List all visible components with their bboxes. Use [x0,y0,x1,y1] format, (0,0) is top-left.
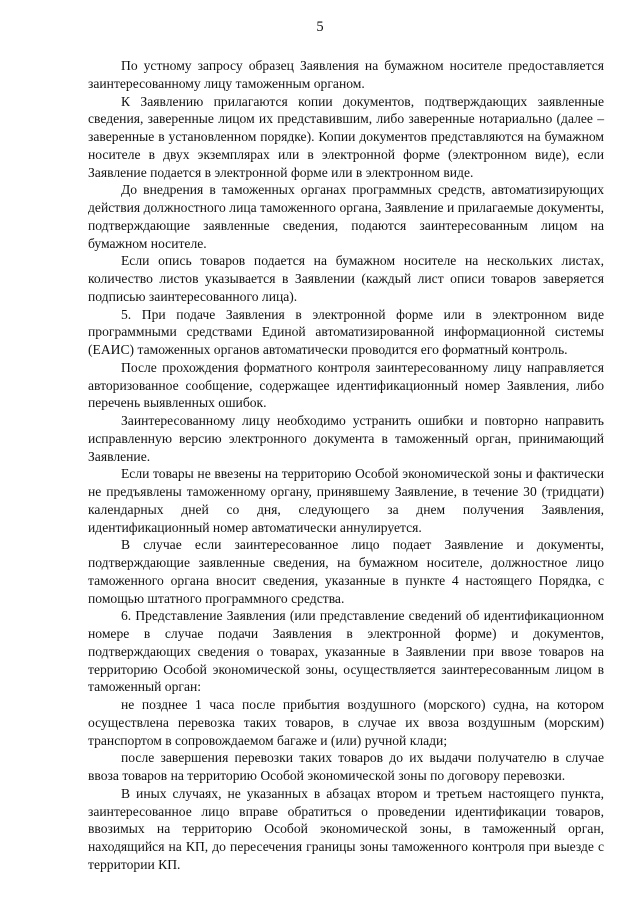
paragraph-after-transport: после завершения перевозки таких товаров до их выдачи получателю в случае ввоза товаров на территорию Особой экономической зоны по договору перевозки. [88,750,604,783]
paragraph-number-annulment: Если товары не ввезены на территорию Особой экономической зоны и фактически не предъявлены таможенному органу, принявшему Заявление, в течение 30 (тридцати) календарных дней со дня, следующего за днем получения Заявления, идентификационный номер автоматически аннулируется. [88,466,604,535]
paragraph-item-5-format-control: 5. При подаче Заявления в электронной форме или в электронном виде программными средствами Единой автоматизированной информационной системы (ЕАИС) таможенных органов автоматически проводится его форматный контроль. [88,306,604,357]
paragraph-authorized-message: После прохождения форматного контроля заинтересованному лицу направляется авторизованное сообщение, содержащее идентификационный номер Заявления, либо перечень выявленных ошибок. [88,359,604,411]
paragraph-sample-provision: По устному запросу образец Заявления на бумажном носителе предоставляется заинтересованному лицу таможенным органом. [88,58,604,91]
page-number: 5 [316,19,324,35]
document-body [88,57,604,874]
paragraph-inventory-sheets: Если опись товаров подается на бумажном носителе на нескольких листах, количество листов указывается в Заявлении (каждый лист описи товаров заверяется подписью заинтересованного лица). [88,253,604,304]
paragraph-paper-submission: До внедрения в таможенных органах программных средств, автоматизирующих действия должностного лица таможенного органа, Заявление и прилагаемые документы, подтверждающие заявленные сведения, подаются заинтересованным лицом на бумажном носителе. [88,182,604,251]
paragraph-fix-errors: Заинтересованному лицу необходимо устранить ошибки и повторно направить исправленную версию электронного документа в таможенный орган, принимающий Заявление. [88,413,604,464]
paragraph-item-6-submission: 6. Представление Заявления (или представление сведений об идентификационном номере в случае подачи Заявления в электронной форме) и документов, подтверждающих сведения о товарах, указанные в Заявлении при ввозе товаров на территорию Особой экономической зоны, осуществляется заинтересованным лицом в таможенный орган: [88,608,604,695]
paragraph-other-cases: В иных случаях, не указанных в абзацах втором и третьем настоящего пункта, заинтересованное лицо вправе обратиться о проведении идентификации товаров, ввозимых на территорию Особой экономической зоны, в таможенный орган, находящийся на КП, до пересечения границы зоны таможенного контроля при выезде с территории КП. [88,785,604,872]
paragraph-air-sea-arrival: не позднее 1 часа после прибытия воздушного (морского) судна, на котором осуществлена перевозка таких товаров, в случае их ввоза воздушным (морским) транспортом в сопровождаемом багаже и (или) ручной клади; [88,697,604,748]
paragraph-attached-copies: К Заявлению прилагаются копии документов, подтверждающих заявленные сведения, заверенные лицом их представившим, либо заверенные нотариально (далее – заверенные в установленном порядке). Копии документов представляются на бумажном носителе в двух экземплярах или в электронной форме (электронном виде), если Заявление подается в электронной форме или в электронном виде. [88,93,604,180]
paragraph-paper-data-entry: В случае если заинтересованное лицо подает Заявление и документы, подтверждающие заявленные сведения, на бумажном носителе, должностное лицо таможенного органа вносит сведения, указанные в пункте 4 настоящего Порядка, с помощью штатного программного средства. [88,537,604,606]
